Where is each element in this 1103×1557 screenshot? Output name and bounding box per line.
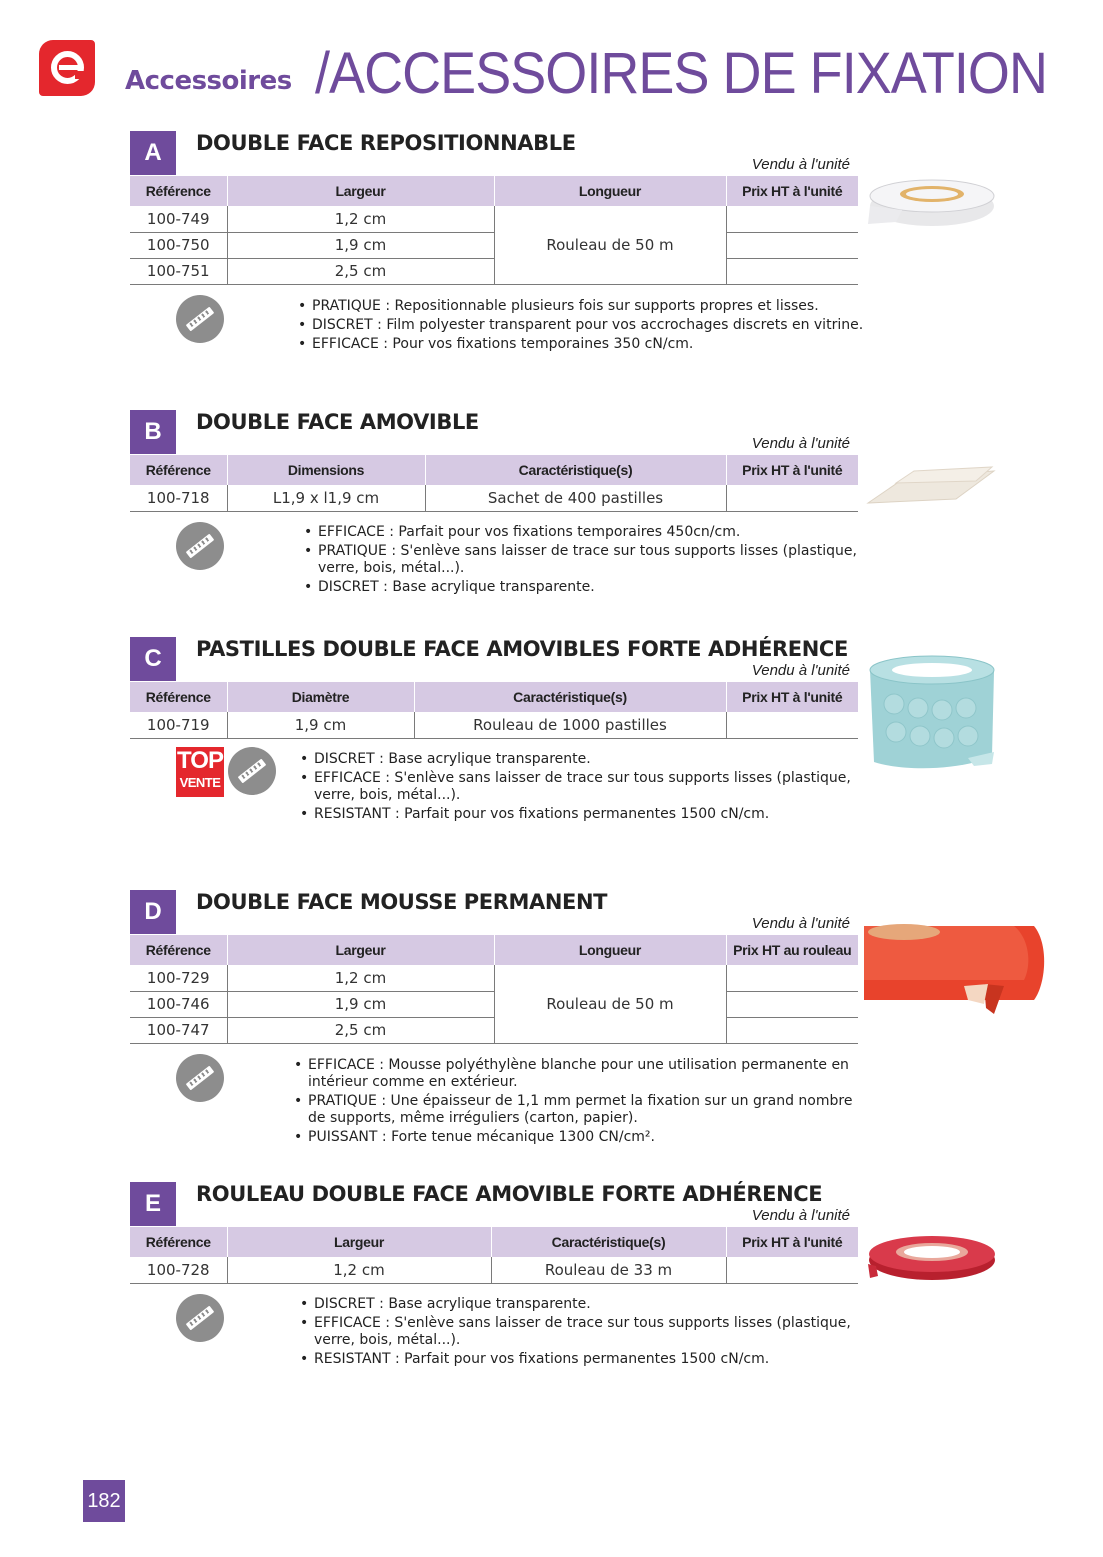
feature-item: • RESISTANT : Parfait pour vos fixations permanentes 1500 cN/cm. (300, 806, 860, 823)
feature-item: • DISCRET : Base acrylique transparente. (304, 579, 860, 596)
table-row (130, 965, 858, 991)
cell-prix (726, 485, 858, 511)
col-largeur: Largeur (227, 176, 494, 206)
feature-list (294, 1057, 854, 1148)
col-largeur: Largeur (227, 1227, 491, 1257)
cell-largeur: 2,5 cm (227, 1017, 494, 1043)
sold-per-unit: Vendu à l'unité (751, 662, 850, 679)
feature-item: • EFFICACE : S'enlève sans laisser de trace sur tous supports lisses (plastique, verre, bois, métal...). (300, 770, 860, 804)
col-caracteristiques: Caractéristique(s) (414, 682, 726, 712)
cell-longueur: Rouleau de 50 m (494, 965, 726, 1043)
feature-item: • PUISSANT : Forte tenue mécanique 1300 CN/cm². (294, 1129, 854, 1146)
cell-prix (726, 232, 858, 258)
feature-list (300, 1296, 860, 1370)
cell-caracteristiques: Sachet de 400 pastilles (425, 485, 726, 511)
section-title: DOUBLE FACE AMOVIBLE (196, 410, 479, 434)
feature-item: • DISCRET : Film polyester transparent pour vos accrochages discrets en vitrine. (298, 317, 868, 334)
cell-prix (726, 1257, 858, 1283)
section-letter: E (130, 1182, 176, 1226)
cell-prix (726, 991, 858, 1017)
cell-largeur: 1,9 cm (227, 232, 494, 258)
product-table (130, 682, 858, 739)
feature-item: • RESISTANT : Parfait pour vos fixations permanentes 1500 cN/cm. (300, 1351, 860, 1368)
col-diametre: Diamètre (227, 682, 414, 712)
sold-per-unit: Vendu à l'unité (751, 1207, 850, 1224)
col-caracteristiques: Caractéristique(s) (425, 455, 726, 485)
table-row (130, 712, 858, 738)
cell-reference: 100-747 (130, 1017, 227, 1043)
adhesive-pads-image (866, 463, 998, 509)
ruler-icon (176, 1294, 224, 1342)
feature-item: • PRATIQUE : Repositionnable plusieurs fois sur supports propres et lisses. (298, 298, 868, 315)
sold-per-unit: Vendu à l'unité (751, 435, 850, 452)
table-row (130, 1257, 858, 1283)
cell-reference: 100-750 (130, 232, 227, 258)
cell-reference: 100-728 (130, 1257, 227, 1283)
cell-reference: 100-749 (130, 206, 227, 232)
feature-item: • DISCRET : Base acrylique transparente. (300, 751, 860, 768)
section-letter: D (130, 890, 176, 934)
col-reference: Référence (130, 682, 227, 712)
cell-reference: 100-729 (130, 965, 227, 991)
cell-prix (726, 1017, 858, 1043)
cell-reference: 100-746 (130, 991, 227, 1017)
ruler-icon (228, 747, 276, 795)
feature-item: • EFFICACE : S'enlève sans laisser de trace sur tous supports lisses (plastique, verre, bois, métal...). (300, 1315, 860, 1349)
cell-largeur: 1,9 cm (227, 991, 494, 1017)
col-prix: Prix HT à l'unité (726, 1227, 858, 1257)
col-dimensions: Dimensions (227, 455, 425, 485)
ruler-icon (176, 1054, 224, 1102)
product-table (130, 935, 858, 1044)
table-row (130, 206, 858, 232)
cell-reference: 100-718 (130, 485, 227, 511)
col-longueur: Longueur (494, 935, 726, 965)
feature-item: • EFFICACE : Parfait pour vos fixations temporaires 450cn/cm. (304, 524, 860, 541)
cell-caracteristiques: Rouleau de 33 m (491, 1257, 726, 1283)
brand-logo (39, 40, 95, 96)
section-letter: A (130, 131, 176, 175)
col-prix: Prix HT à l'unité (726, 176, 858, 206)
cell-largeur: 1,2 cm (227, 206, 494, 232)
foam-tape-image (864, 924, 1046, 1016)
section-letter: C (130, 637, 176, 681)
cell-diametre: 1,9 cm (227, 712, 414, 738)
cell-reference: 100-719 (130, 712, 227, 738)
section-title: ROULEAU DOUBLE FACE AMOVIBLE FORTE ADHÉRENCE (196, 1182, 823, 1206)
ruler-icon (176, 522, 224, 570)
table-row (130, 485, 858, 511)
col-reference: Référence (130, 935, 227, 965)
top-vente-line1: TOP (177, 747, 223, 774)
section-title: DOUBLE FACE MOUSSE PERMANENT (196, 890, 608, 914)
cell-longueur: Rouleau de 50 m (494, 206, 726, 284)
feature-item: • PRATIQUE : S'enlève sans laisser de trace sur tous supports lisses (plastique, verre, bois, métal...). (304, 543, 860, 577)
section-letter: B (130, 410, 176, 454)
cell-dimensions: L1,9 x l1,9 cm (227, 485, 425, 511)
col-reference: Référence (130, 176, 227, 206)
product-table (130, 1227, 858, 1284)
col-prix: Prix HT à l'unité (726, 455, 858, 485)
feature-item: • DISCRET : Base acrylique transparente. (300, 1296, 860, 1313)
section-title: PASTILLES DOUBLE FACE AMOVIBLES FORTE ADHÉRENCE (196, 637, 848, 661)
header-brand: Accessoires (125, 66, 292, 96)
top-vente-line2: VENTE (179, 775, 221, 790)
col-prix: Prix HT au rouleau (726, 935, 858, 965)
cell-largeur: 1,2 cm (227, 1257, 491, 1283)
pastille-roll-image (864, 652, 998, 776)
cell-prix (726, 712, 858, 738)
cell-prix (726, 965, 858, 991)
top-vente-badge (176, 747, 224, 797)
cell-largeur: 1,2 cm (227, 965, 494, 991)
cell-prix (726, 258, 858, 284)
col-caracteristiques: Caractéristique(s) (491, 1227, 726, 1257)
cell-largeur: 2,5 cm (227, 258, 494, 284)
section-title: DOUBLE FACE REPOSITIONNABLE (196, 131, 576, 155)
col-prix: Prix HT à l'unité (726, 682, 858, 712)
col-longueur: Longueur (494, 176, 726, 206)
page-title: /ACCESSOIRES DE FIXATION (315, 41, 1047, 106)
feature-item: • EFFICACE : Mousse polyéthylène blanche pour une utilisation permanente en intérieur comme en extérieur. (294, 1057, 854, 1091)
sold-per-unit: Vendu à l'unité (751, 915, 850, 932)
feature-list (298, 298, 868, 355)
page-number: 182 (83, 1480, 125, 1522)
product-table (130, 176, 858, 285)
col-largeur: Largeur (227, 935, 494, 965)
col-reference: Référence (130, 1227, 227, 1257)
product-table (130, 455, 858, 512)
ruler-icon (176, 295, 224, 343)
feature-item: • EFFICACE : Pour vos fixations temporaines 350 cN/cm. (298, 336, 868, 353)
cell-prix (726, 206, 858, 232)
tape-roll-image (866, 174, 998, 232)
cell-caracteristiques: Rouleau de 1000 pastilles (414, 712, 726, 738)
sold-per-unit: Vendu à l'unité (751, 156, 850, 173)
red-tape-roll-image (866, 1230, 998, 1284)
feature-item: • PRATIQUE : Une épaisseur de 1,1 mm permet la fixation sur un grand nombre de supports, même irréguliers (carton, papier). (294, 1093, 854, 1127)
cell-reference: 100-751 (130, 258, 227, 284)
col-reference: Référence (130, 455, 227, 485)
feature-list (304, 524, 860, 598)
feature-list (300, 751, 860, 825)
